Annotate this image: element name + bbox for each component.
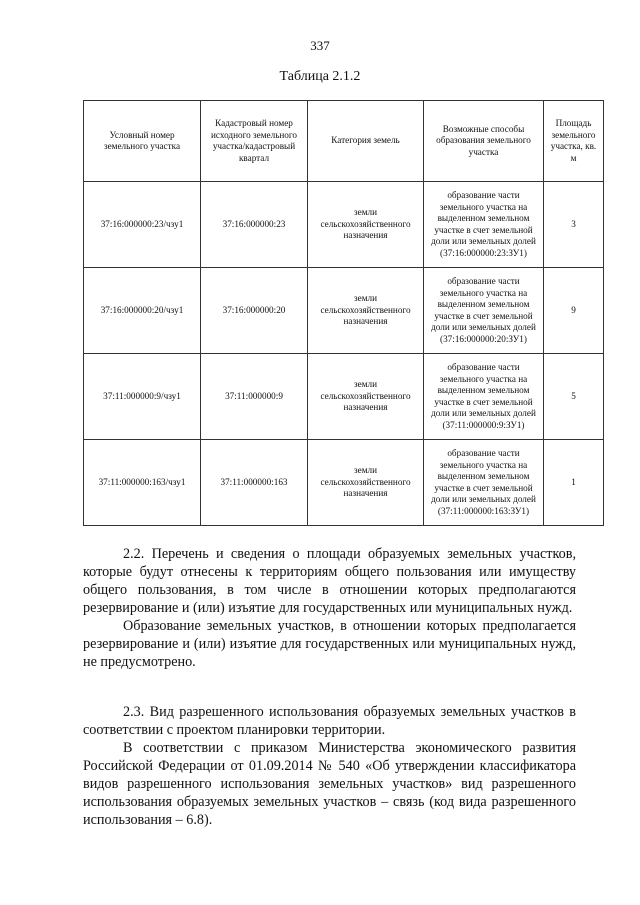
section-2-2-heading-paragraph: 2.2. Перечень и сведения о площади образуемых земельных участков, которые будут отнесены к территориям общего пользования или имуществу общего пользования, в том числе в отношении которых предполагаются резервирование и (или) изъятие для государственных или муниципальных нужд. [83, 546, 576, 616]
section-2-2 [83, 545, 576, 671]
table-cell: 9 [544, 268, 604, 354]
table-cell: 37:16:000000:23 [201, 182, 308, 268]
table-row [84, 354, 604, 440]
land-parcels-table [83, 100, 604, 526]
table-cell: земли сельскохозяйственного назначения [308, 182, 424, 268]
table-cell: 1 [544, 440, 604, 526]
table-cell: 37:16:000000:20 [201, 268, 308, 354]
table-cell: 37:11:000000:9 [201, 354, 308, 440]
page-number: 337 [310, 38, 330, 53]
table-cell: образование части земельного участка на выделенном земельном участке в счет земельной доли или земельных долей (37:16:000000:20:ЗУ1) [424, 268, 544, 354]
table-cell: образование части земельного участка на выделенном земельном участке в счет земельной доли или земельных долей (37:11:000000:9:ЗУ1) [424, 354, 544, 440]
table-cell: 37:16:000000:20/чзу1 [84, 268, 201, 354]
table-cell: 37:16:000000:23/чзу1 [84, 182, 201, 268]
table-cell: земли сельскохозяйственного назначения [308, 440, 424, 526]
table-cell: 37:11:000000:163 [201, 440, 308, 526]
table-cell: земли сельскохозяйственного назначения [308, 268, 424, 354]
section-2-3-heading-paragraph: 2.3. Вид разрешенного использования образуемых земельных участков в соответствии с проектом планировки территории. [83, 704, 576, 738]
table-cell: 37:11:000000:163/чзу1 [84, 440, 201, 526]
table-cell: 37:11:000000:9/чзу1 [84, 354, 201, 440]
table-header-row [84, 101, 604, 182]
table-cell: образование части земельного участка на выделенном земельном участке в счет земельной доли или земельных долей (37:16:000000:23:ЗУ1) [424, 182, 544, 268]
section-2-3-body-paragraph: В соответствии с приказом Министерства экономического развития Российской Федерации от 01.09.2014 № 540 «Об утверждении классификатора видов разрешенного использования земельных участков» вид разрешенного использования образуемых земельных участков – связь (код вида разрешенного использования – 6.8). [83, 740, 576, 828]
section-2-2-body-paragraph: Образование земельных участков, в отношении которых предполагается резервирование и (или) изъятие для государственных или муниципальных нужд, не предусмотрено. [83, 618, 576, 670]
header-cell: Площадь земельного участка, кв. м [544, 101, 604, 182]
header-cell: Условный номер земельного участка [84, 101, 201, 182]
table-row [84, 440, 604, 526]
table-cell: 5 [544, 354, 604, 440]
header-cell: Категория земель [308, 101, 424, 182]
section-2-3 [83, 703, 576, 829]
header-cell: Кадастровый номер исходного земельного участка/кадастровый квартал [201, 101, 308, 182]
table-cell: образование части земельного участка на выделенном земельном участке в счет земельной доли или земельных долей (37:11:000000:163:ЗУ1) [424, 440, 544, 526]
table-cell: земли сельскохозяйственного назначения [308, 354, 424, 440]
table-title: Таблица 2.1.2 [279, 69, 361, 84]
header-cell: Возможные способы образования земельного участка [424, 101, 544, 182]
table-row [84, 268, 604, 354]
table-cell: 3 [544, 182, 604, 268]
table-row [84, 182, 604, 268]
